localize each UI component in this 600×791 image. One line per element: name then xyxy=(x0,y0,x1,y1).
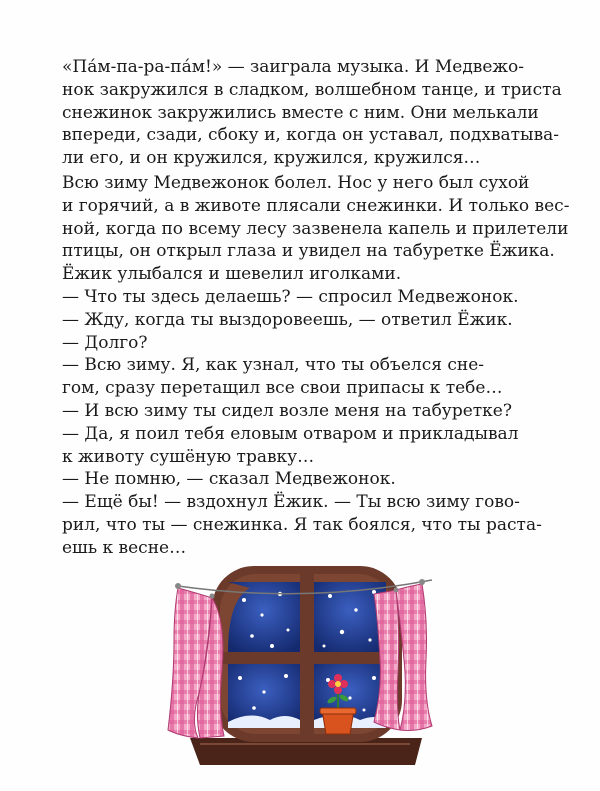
text-line: и горячий, а в животе плясали снежинки. И только вес- xyxy=(62,195,570,216)
text-line: «Па́м-па-ра-па́м!» — заиграла музыка. И Медвежо- xyxy=(62,57,525,77)
paragraph-1 xyxy=(62,56,562,170)
text-line: птицы, он открыл глаза и увидел на табуретке Ёжика. xyxy=(62,241,555,262)
text-line: — Долго? xyxy=(62,332,148,353)
left-curtain xyxy=(168,588,224,738)
text-line: Ёжик улыбался и шевелил иголками. xyxy=(62,264,402,285)
text-line: — Ещё бы! — вздохнул Ёжик. — Ты всю зиму гово- xyxy=(62,492,520,513)
text-line: ешь к весне… xyxy=(62,537,187,558)
right-curtain xyxy=(374,584,432,731)
text-line: гом, сразу перетащил все свои припасы к тебе… xyxy=(62,378,503,399)
text-line: — Да, я поил тебя еловым отваром и прикладывал xyxy=(62,423,519,444)
text-line: ли его, и он кружился, кружился, кружился… xyxy=(62,148,481,169)
text-line: рил, что ты — снежинка. Я так боялся, что ты раста- xyxy=(62,514,542,535)
text-line: впереди, сзади, сбоку и, когда он уставал, подхватыва- xyxy=(62,125,560,146)
window-illustration xyxy=(160,560,450,775)
text-line: — И всю зиму ты сидел возле меня на табуретке? xyxy=(62,400,512,421)
text-line: — Что ты здесь делаешь? — спросил Медвежонок. xyxy=(62,286,519,307)
text-line: Всю зиму Медвежонок болел. Нос у него был сухой xyxy=(62,173,530,193)
text-line: — Жду, когда ты выздоровеешь, — ответил Ёжик. xyxy=(62,309,513,330)
text-line: снежинок закружились вместе с ним. Они мелькали xyxy=(62,102,539,123)
text-line: к животу сушёную травку… xyxy=(62,446,315,467)
paragraph-2 xyxy=(62,172,570,560)
text-line: — Не помню, — сказал Медвежонок. xyxy=(62,469,396,490)
text-line: — Всю зиму. Я, как узнал, что ты объелся сне- xyxy=(62,355,485,376)
window-sill xyxy=(190,738,422,765)
text-line: нок закружился в сладком, волшебном танце, и триста xyxy=(62,79,562,100)
text-line: ной, когда по всему лесу зазвенела капель и прилетели xyxy=(62,218,569,239)
